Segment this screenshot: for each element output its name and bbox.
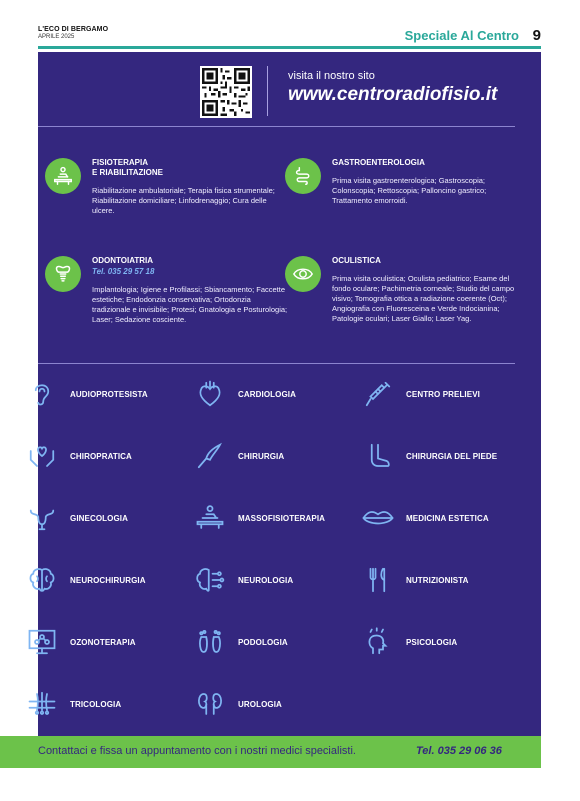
publication-date: APRILE 2025 <box>38 34 75 40</box>
website-label: visita il nostro sito <box>288 70 375 82</box>
cutlery-icon <box>358 560 398 600</box>
specialty-audioprotesista <box>22 374 148 414</box>
header-divider <box>38 46 541 49</box>
contact-phone[interactable]: Tel. 035 29 06 36 <box>416 745 502 757</box>
featured-description: Riabilitazione ambulatoriale; Terapia fisica strumentale; Riabilitazione domiciliare; Linfodrenaggio; Cura delle ulcere. <box>92 186 275 215</box>
section-divider <box>38 126 515 127</box>
specialty-massofisioterapia <box>190 498 325 538</box>
featured-title: OCULISTICA <box>332 256 381 265</box>
head-stress-icon <box>358 622 398 662</box>
uterus-icon <box>22 498 62 538</box>
brain-circuit-icon <box>190 560 230 600</box>
contact-bar <box>0 736 541 768</box>
specialty-label: NUTRIZIONISTA <box>406 575 469 585</box>
featured-title: FISIOTERAPIA E RIABILITAZIONE <box>92 158 163 177</box>
specialty-label: NEUROLOGIA <box>238 575 294 585</box>
specialty-podologia <box>190 622 288 662</box>
physiotherapy-icon <box>45 158 81 194</box>
qr-code-icon <box>202 68 250 116</box>
specialty-medicina-estetica <box>358 498 489 538</box>
ear-icon <box>22 374 62 414</box>
featured-description: Prima visita oculistica; Oculista pediatrico; Esame del fondo oculare; Pachimetria corneale; Studio del campo visivo; Tomografia ottica a radiazione coerente (Oct); Angiografia con Fluoresceina e Verde Indocianina; Patologie oculari; Laser Giallo; Laser Yag. <box>332 274 515 323</box>
featured-physiotherapy <box>92 158 288 216</box>
specialty-ginecologia <box>22 498 128 538</box>
specialty-chirurgia <box>190 436 284 476</box>
featured-dentistry <box>92 256 288 325</box>
specialty-neurologia <box>190 560 293 600</box>
tooth-icon <box>45 256 81 292</box>
featured-description: Prima visita gastroenterologica; Gastroscopia; Colonscopia; Rettoscopia; Palloncino gastrico; Trattamento emorroidi. <box>332 176 487 205</box>
page-header <box>38 26 541 46</box>
specialty-label: CARDIOLOGIA <box>238 389 296 399</box>
specialty-label: AUDIOPROTESISTA <box>70 389 148 399</box>
specialty-label: UROLOGIA <box>238 699 282 709</box>
specialty-label: CHIROPRATICA <box>70 451 132 461</box>
specialty-ozonoterapia <box>22 622 136 662</box>
featured-phone[interactable]: Tel. 035 29 57 18 <box>92 267 155 276</box>
featured-description: Implantologia; Igiene e Profilassi; Sbiancamento; Faccette estetiche; Endodonzia conservativa; Ortodonzia tradizionale e invisibile; Protesi; Gnatologia e Posturologia; Laser; Sedazione cosciente. <box>92 285 288 324</box>
specialty-neurochirurgia <box>22 560 146 600</box>
specialty-label: TRICOLOGIA <box>70 699 122 709</box>
kidneys-icon <box>190 684 230 724</box>
heart-icon <box>190 374 230 414</box>
specialty-urologia <box>190 684 282 724</box>
feet-icon <box>190 622 230 662</box>
specialty-cardiologia <box>190 374 296 414</box>
foot-icon <box>358 436 398 476</box>
specialty-label: OZONOTERAPIA <box>70 637 136 647</box>
specialty-label: PODOLOGIA <box>238 637 288 647</box>
specialty-chirurgia-piede <box>358 436 497 476</box>
eye-icon <box>285 256 321 292</box>
specialty-tricologia <box>22 684 121 724</box>
section-divider <box>38 363 515 364</box>
hands-heart-icon <box>22 436 62 476</box>
advert-panel <box>38 52 541 736</box>
featured-title: ODONTOIATRIA <box>92 256 154 265</box>
specialty-nutrizionista <box>358 560 468 600</box>
specialty-label: GINECOLOGIA <box>70 513 128 523</box>
section-title: Speciale Al Centro <box>404 28 519 43</box>
specialty-chiropratica <box>22 436 132 476</box>
syringe-icon <box>358 374 398 414</box>
hair-follicle-icon <box>22 684 62 724</box>
specialty-label: CHIRURGIA <box>238 451 285 461</box>
intestine-icon <box>285 158 321 194</box>
website-link[interactable]: www.centroradiofisio.it <box>288 84 498 105</box>
specialty-psicologia <box>358 622 457 662</box>
publication-name: L'ECO DI BERGAMO <box>38 26 109 33</box>
specialty-label: NEUROCHIRURGIA <box>70 575 146 585</box>
specialty-label: MEDICINA ESTETICA <box>406 513 489 523</box>
website-divider <box>267 66 268 116</box>
contact-text: Contattaci e fissa un appuntamento con i nostri medici specialisti. <box>38 745 356 757</box>
page-number: 9 <box>532 27 541 44</box>
featured-gastroenterology <box>332 158 528 206</box>
specialty-label: MASSOFISIOTERAPIA <box>238 513 326 523</box>
scalpel-icon <box>190 436 230 476</box>
qr-code[interactable] <box>200 66 252 118</box>
featured-ophthalmology <box>332 256 528 324</box>
lips-icon <box>358 498 398 538</box>
specialty-centro-prelievi <box>358 374 480 414</box>
specialty-label: CHIRURGIA DEL PIEDE <box>406 451 498 461</box>
massage-icon <box>190 498 230 538</box>
brain-icon <box>22 560 62 600</box>
specialty-label: PSICOLOGIA <box>406 637 458 647</box>
molecule-monitor-icon <box>22 622 62 662</box>
featured-title: GASTROENTEROLOGIA <box>332 158 425 167</box>
specialty-label: CENTRO PRELIEVI <box>406 389 480 399</box>
